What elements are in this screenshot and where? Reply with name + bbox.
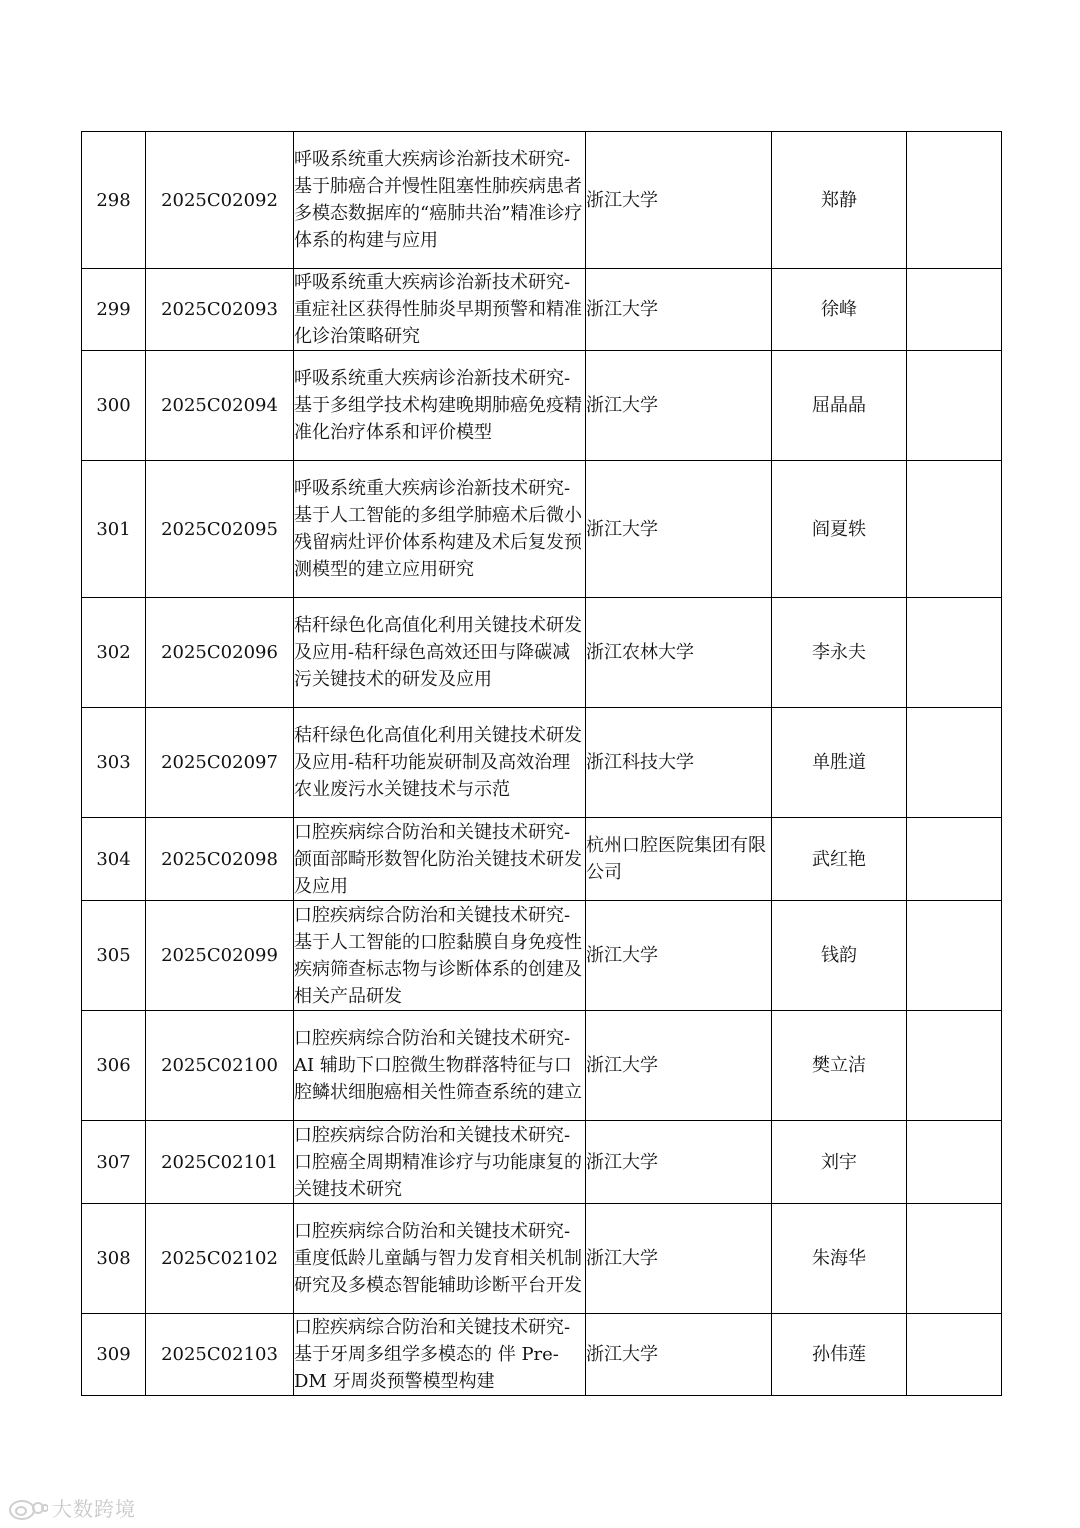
row-number: 300 <box>82 351 146 461</box>
remarks-cell <box>907 461 1002 598</box>
project-code: 2025C02092 <box>146 132 294 269</box>
table-row <box>82 351 1002 461</box>
project-table <box>81 131 1002 1396</box>
row-number: 299 <box>82 269 146 351</box>
remarks-cell <box>907 901 1002 1011</box>
project-code: 2025C02095 <box>146 461 294 598</box>
table-row <box>82 269 1002 351</box>
project-code: 2025C02103 <box>146 1314 294 1396</box>
principal-investigator: 刘宇 <box>772 1121 907 1204</box>
project-title: 秸秆绿色化高值化利用关键技术研发及应用-秸秆功能炭研制及高效治理农业废污水关键技术与示范 <box>294 708 586 818</box>
principal-investigator: 朱海华 <box>772 1204 907 1314</box>
project-code: 2025C02099 <box>146 901 294 1011</box>
principal-investigator: 阎夏轶 <box>772 461 907 598</box>
organization: 浙江大学 <box>586 132 772 269</box>
principal-investigator: 樊立洁 <box>772 1011 907 1121</box>
table-row <box>82 132 1002 269</box>
table-row <box>82 598 1002 708</box>
project-code: 2025C02093 <box>146 269 294 351</box>
project-title: 呼吸系统重大疾病诊治新技术研究-基于多组学技术构建晚期肺癌免疫精准化治疗体系和评价模型 <box>294 351 586 461</box>
table-row <box>82 1204 1002 1314</box>
project-title: 口腔疾病综合防治和关键技术研究-重度低龄儿童龋与智力发育相关机制研究及多模态智能辅助诊断平台开发 <box>294 1204 586 1314</box>
table-row <box>82 901 1002 1011</box>
row-number: 309 <box>82 1314 146 1396</box>
remarks-cell <box>907 818 1002 901</box>
remarks-cell <box>907 132 1002 269</box>
row-number: 308 <box>82 1204 146 1314</box>
project-code: 2025C02098 <box>146 818 294 901</box>
remarks-cell <box>907 269 1002 351</box>
table-row <box>82 1121 1002 1204</box>
project-code: 2025C02102 <box>146 1204 294 1314</box>
organization: 浙江大学 <box>586 1314 772 1396</box>
weibo-icon <box>8 1495 48 1521</box>
row-number: 305 <box>82 901 146 1011</box>
project-code: 2025C02100 <box>146 1011 294 1121</box>
principal-investigator: 李永夫 <box>772 598 907 708</box>
row-number: 298 <box>82 132 146 269</box>
watermark-text: 大数跨境 <box>52 1497 136 1521</box>
remarks-cell <box>907 351 1002 461</box>
principal-investigator: 钱韵 <box>772 901 907 1011</box>
project-title: 口腔疾病综合防治和关键技术研究-基于牙周多组学多模态的 伴 Pre-DM 牙周炎预警模型构建 <box>294 1314 586 1396</box>
table-row <box>82 708 1002 818</box>
project-title: 口腔疾病综合防治和关键技术研究-口腔癌全周期精准诊疗与功能康复的关键技术研究 <box>294 1121 586 1204</box>
table-row <box>82 1011 1002 1121</box>
watermark <box>8 1493 136 1522</box>
project-title: 口腔疾病综合防治和关键技术研究-基于人工智能的口腔黏膜自身免疫性疾病筛查标志物与诊断体系的创建及相关产品研发 <box>294 901 586 1011</box>
principal-investigator: 孙伟莲 <box>772 1314 907 1396</box>
principal-investigator: 郑静 <box>772 132 907 269</box>
table-row <box>82 818 1002 901</box>
remarks-cell <box>907 1011 1002 1121</box>
project-code: 2025C02094 <box>146 351 294 461</box>
row-number: 303 <box>82 708 146 818</box>
organization: 浙江大学 <box>586 1011 772 1121</box>
organization: 浙江大学 <box>586 1121 772 1204</box>
organization: 杭州口腔医院集团有限公司 <box>586 818 772 901</box>
organization: 浙江大学 <box>586 269 772 351</box>
project-code: 2025C02097 <box>146 708 294 818</box>
project-code: 2025C02096 <box>146 598 294 708</box>
row-number: 301 <box>82 461 146 598</box>
organization: 浙江科技大学 <box>586 708 772 818</box>
remarks-cell <box>907 1314 1002 1396</box>
organization: 浙江大学 <box>586 901 772 1011</box>
remarks-cell <box>907 598 1002 708</box>
remarks-cell <box>907 1204 1002 1314</box>
project-title: 秸秆绿色化高值化利用关键技术研发及应用-秸秆绿色高效还田与降碳减污关键技术的研发及应用 <box>294 598 586 708</box>
table-row <box>82 1314 1002 1396</box>
project-code: 2025C02101 <box>146 1121 294 1204</box>
project-title: 口腔疾病综合防治和关键技术研究-AI 辅助下口腔微生物群落特征与口腔鳞状细胞癌相关性筛查系统的建立 <box>294 1011 586 1121</box>
principal-investigator: 屈晶晶 <box>772 351 907 461</box>
organization: 浙江农林大学 <box>586 598 772 708</box>
row-number: 302 <box>82 598 146 708</box>
remarks-cell <box>907 1121 1002 1204</box>
row-number: 304 <box>82 818 146 901</box>
table-row <box>82 461 1002 598</box>
organization: 浙江大学 <box>586 461 772 598</box>
project-title: 呼吸系统重大疾病诊治新技术研究-重症社区获得性肺炎早期预警和精准化诊治策略研究 <box>294 269 586 351</box>
organization: 浙江大学 <box>586 1204 772 1314</box>
organization: 浙江大学 <box>586 351 772 461</box>
project-title: 呼吸系统重大疾病诊治新技术研究-基于人工智能的多组学肺癌术后微小残留病灶评价体系构建及术后复发预测模型的建立应用研究 <box>294 461 586 598</box>
principal-investigator: 单胜道 <box>772 708 907 818</box>
principal-investigator: 武红艳 <box>772 818 907 901</box>
row-number: 306 <box>82 1011 146 1121</box>
row-number: 307 <box>82 1121 146 1204</box>
project-title: 呼吸系统重大疾病诊治新技术研究-基于肺癌合并慢性阻塞性肺疾病患者多模态数据库的“癌肺共治”精准诊疗体系的构建与应用 <box>294 132 586 269</box>
principal-investigator: 徐峰 <box>772 269 907 351</box>
project-title: 口腔疾病综合防治和关键技术研究-颌面部畸形数智化防治关键技术研发及应用 <box>294 818 586 901</box>
remarks-cell <box>907 708 1002 818</box>
